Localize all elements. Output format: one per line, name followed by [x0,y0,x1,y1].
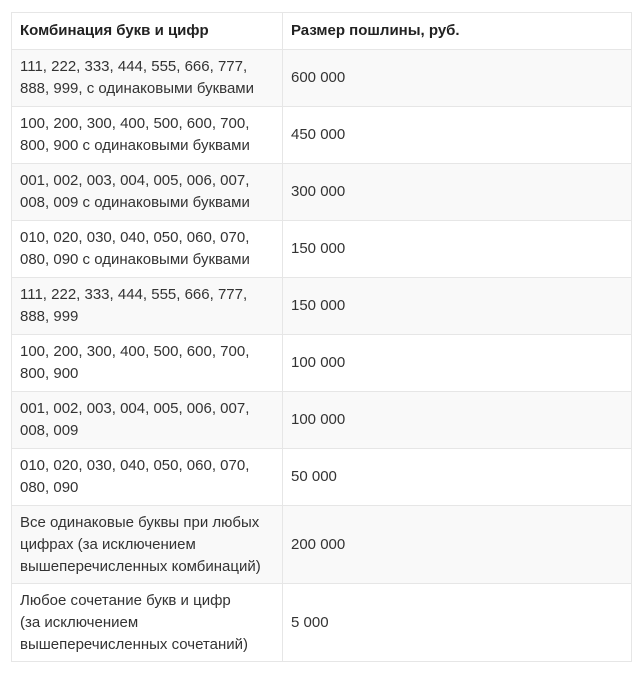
combination-cell [12,584,283,662]
combination-cell [12,107,283,164]
combination-line: 100, 200, 300, 400, 500, 600, 700, [20,115,250,132]
combination-line: 100, 200, 300, 400, 500, 600, 700, [20,343,250,360]
table-row [12,584,632,662]
combination-line: 800, 900 с одинаковыми буквами [20,137,250,154]
fee-cell: 100 000 [283,335,632,392]
combination-line: 111, 222, 333, 444, 555, 666, 777, [20,58,248,75]
fee-cell: 450 000 [283,107,632,164]
combination-line: 001, 002, 003, 004, 005, 006, 007, [20,172,250,189]
combination-cell [12,449,283,506]
fee-cell: 50 000 [283,449,632,506]
table-row [12,335,632,392]
combination-line: 008, 009 с одинаковыми буквами [20,194,250,211]
table-row [12,278,632,335]
combination-line: 080, 090 с одинаковыми буквами [20,251,250,268]
fee-table-container [11,12,632,662]
combination-line: 080, 090 [20,479,79,496]
combination-cell [12,506,283,584]
fee-cell: 150 000 [283,278,632,335]
combination-line: вышеперечисленных комбинаций) [20,557,261,575]
fee-table [11,12,632,662]
combination-cell [12,335,283,392]
combination-cell [12,221,283,278]
table-row [12,506,632,584]
combination-line: цифрах (за исключением [20,535,196,553]
fee-cell: 5 000 [283,584,632,662]
column-header-combination: Комбинация букв и цифр [12,13,283,50]
fee-cell: 200 000 [283,506,632,584]
table-header-row [12,13,632,50]
table-row [12,164,632,221]
table-row [12,449,632,506]
combination-line: Все одинаковые буквы при любых [20,513,260,531]
combination-line: 111, 222, 333, 444, 555, 666, 777, [20,286,248,303]
combination-line: 800, 900 [20,365,79,382]
fee-cell: 150 000 [283,221,632,278]
table-row [12,50,632,107]
combination-line: 001, 002, 003, 004, 005, 006, 007, [20,400,250,417]
column-header-fee: Размер пошлины, руб. [283,13,632,50]
fee-cell: 300 000 [283,164,632,221]
combination-cell [12,50,283,107]
fee-cell: 600 000 [283,50,632,107]
combination-cell [12,278,283,335]
table-row [12,107,632,164]
fee-cell: 100 000 [283,392,632,449]
combination-line: (за исключением [20,613,139,631]
combination-cell [12,392,283,449]
combination-line: 888, 999, с одинаковыми буквами [20,80,255,97]
combination-cell [12,164,283,221]
table-row [12,392,632,449]
combination-line: 888, 999 [20,308,79,325]
combination-line: 010, 020, 030, 040, 050, 060, 070, [20,457,250,474]
combination-line: вышеперечисленных сочетаний) [20,635,249,653]
combination-line: 008, 009 [20,422,79,439]
combination-line: Любое сочетание букв и цифр [20,591,231,609]
combination-line: 010, 020, 030, 040, 050, 060, 070, [20,229,250,246]
table-row [12,221,632,278]
